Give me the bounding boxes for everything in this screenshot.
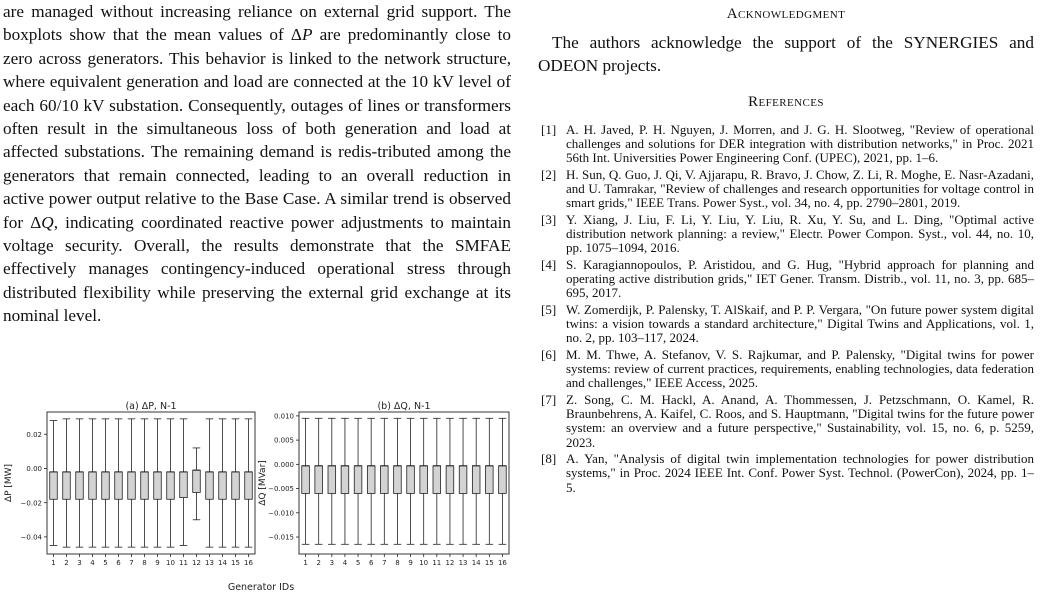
x-tick-label: 15 [484,559,494,567]
y-axis-label: ΔP [MW] [4,463,14,503]
reference-item [538,393,1034,450]
y-tick-label: 0.000 [273,460,294,469]
x-tick-label: 14 [471,559,481,567]
y-tick-label: 0.005 [273,436,294,445]
x-tick-label: 13 [205,559,214,567]
box-body [499,466,507,494]
reference-text: A. Yan, "Analysis of digital twin implementation technologies for power distribution systems," in Proc. 2024 IEEE Int. Conf. Power Syst. Technol. (PowerCon), 2024, pp. 1–5. [566,451,1034,495]
panel-delta-q [258,401,509,567]
x-tick-label: 11 [179,559,188,567]
x-tick-label: 13 [458,559,468,567]
box-body [315,466,323,494]
box-body [128,472,136,499]
box-body [63,472,71,499]
paragraph-part-2: are predominantly close to zero across generators. This behavior is linked to the network structure, where equivalent generation and load are connected at the 10 kV level of each 60/10 kV substation. Consequently, outages of lines or transformers often result in the simultaneous loss of both generation and load at affected substations. The remaining demand is redis-tributed among the generators that remain connected, leading to an overall reduction in active power output relative to the Base Case. A similar trend is observed for [3,25,511,232]
x-tick-label: 16 [497,559,507,567]
x-tick-label: 14 [218,559,227,567]
paragraph-part-1: are managed without increasing reliance on external grid support. The boxplots show that the mean values of [3,2,511,45]
panel-delta-p [4,401,255,567]
x-tick-label: 7 [129,559,134,567]
x-tick-label: 8 [142,559,147,567]
ack-heading: Acknowledgment [726,6,846,22]
reference-number: [4] [541,257,557,272]
x-tick-label: 5 [355,559,361,567]
reference-number: [6] [541,347,557,362]
x-tick-label: 2 [316,559,321,567]
x-axis-label: Generator IDs [227,582,295,593]
box-body [486,466,494,494]
box-body [180,472,188,498]
reference-item [538,348,1034,391]
box-body [381,466,389,494]
body-paragraph [3,0,511,328]
x-tick-label: 4 [90,559,95,567]
math-delta-q [30,213,53,232]
box-body [446,466,454,494]
reference-number: [3] [541,212,557,227]
x-tick-label: 3 [77,559,82,567]
x-tick-label: 2 [64,559,69,567]
reference-number: [8] [541,451,557,467]
box-body [472,466,480,494]
x-tick-label: 10 [419,559,429,567]
reference-item [538,258,1034,301]
y-tick-label: 0.010 [273,412,294,421]
reference-item [538,168,1034,211]
box-body [407,466,415,494]
box-body [367,466,375,494]
panel-title: (b) ΔQ, N-1 [377,401,431,412]
box-body [206,472,214,499]
box-body [354,466,362,494]
reference-list [538,123,1034,497]
x-tick-label: 1 [51,559,56,567]
box-body [433,466,441,494]
reference-text: Z. Song, C. M. Hackl, A. Anand, A. Thommessen, J. Petzschmann, O. Kamel, R. Braunbehrens, A. Kaifel, C. Roos, and S. Hauptmann, "Digital twins for the future power system: an overview and a future perspective," Sustainability, vol. 15, no. 6, p. 5259, 2023. [566,392,1034,450]
reference-text: Y. Xiang, J. Liu, F. Li, Y. Liu, Y. Liu, R. Xu, Y. Su, and L. Ding, "Optimal active distribution network planning: a review," Electr. Power Compon. Syst., vol. 44, no. 10, pp. 1075–1094, 2016. [566,212,1034,256]
box-body [193,470,201,492]
box-body [459,466,467,494]
box-body [328,466,336,494]
box-body [154,472,162,499]
x-tick-label: 1 [303,559,308,567]
ack-text: The authors acknowledge the support of the SYNERGIES and ODEON projects. [538,33,1034,75]
reference-item [538,303,1034,346]
box-body [115,472,123,499]
delta-symbol: Δ [290,25,302,45]
reference-text: H. Sun, Q. Guo, J. Qi, V. Ajjarapu, R. Bravo, J. Chow, Z. Li, R. Moghe, E. Nasr-Azadani, and U. Tamrakar, "Review of challenges and research opportunities for voltage control in smart grids," IEEE Trans. Power Syst., vol. 34, no. 4, pp. 2790–2801, 2019. [566,167,1034,211]
reference-number: [1] [541,122,557,137]
paragraph-part-3: , indicating coordinated reactive power adjustments to maintain voltage security. Overall, the results demonstrate that the SMFAE effectively manages contingency-induced operational stress through distributed flexibility while preserving the external grid exchange at its nominal level. [3,212,511,326]
box-body [76,472,84,499]
x-tick-label: 12 [445,559,455,567]
reference-text: M. M. Thwe, A. Stefanov, V. S. Rajkumar, and P. Palensky, "Digital twins for power systems: review of current practices, requirements, enabling technologies, data federation and challenges," IEEE Access, 2025. [566,347,1034,391]
references-heading: References [748,94,824,110]
reference-text: A. H. Javed, P. H. Nguyen, J. Morren, and J. G. H. Slootweg, "Review of operational challenges and solutions for DER integration with distribution networks," in Proc. 2021 56th Int. Universities Power Engineering Conf. (UPEC), 2021, pp. 1–6. [566,122,1034,166]
x-tick-label: 9 [408,559,413,567]
reference-text: W. Zomerdijk, P. Palensky, T. AlSkaif, and P. P. Vergara, "On future power system digital twins: a vision towards a standard architecture," Digital Twins and Applications, vol. 1, no. 2, pp. 103–117, 2024. [566,302,1034,346]
x-tick-label: 5 [103,559,108,567]
box-body [245,472,253,499]
reference-text: S. Karagiannopoulos, P. Aristidou, and G. Hug, "Hybrid approach for planning and operating active distribution grids," IET Gener. Transm. Distrib., vol. 11, no. 3, pp. 685–695, 2017. [566,257,1034,301]
box-body [102,472,110,499]
y-tick-label: −0.005 [268,485,294,494]
reference-item [538,213,1034,256]
math-var-p: P [301,25,313,45]
reference-number: [5] [541,302,557,317]
box-body [232,472,240,499]
y-tick-label: −0.015 [268,533,294,542]
box-body [50,472,58,499]
y-tick-label: −0.04 [20,533,42,542]
y-tick-label: 0.00 [26,465,42,474]
reference-number: [7] [541,392,557,407]
left-column [3,0,511,328]
reference-item [538,123,1034,166]
x-tick-label: 16 [244,559,253,567]
box-body [141,472,149,499]
x-tick-label: 10 [166,559,175,567]
x-tick-label: 6 [116,559,121,567]
x-tick-label: 12 [192,559,201,567]
box-body [341,466,349,494]
x-tick-label: 7 [382,559,387,567]
y-tick-label: 0.02 [26,430,42,439]
x-tick-label: 15 [231,559,240,567]
box-body [302,466,310,494]
x-tick-label: 3 [329,559,335,567]
panel-title: (a) ΔP, N-1 [125,401,177,412]
x-tick-label: 6 [368,559,374,567]
reference-number: [2] [541,167,557,182]
boxplot-figure [3,398,513,594]
math-var-q: Q [41,212,54,232]
box-body [219,472,227,499]
x-tick-label: 11 [432,559,442,567]
box-body [394,466,402,494]
box-body [89,472,97,499]
box-body [420,466,428,494]
x-tick-label: 8 [395,559,400,567]
y-tick-label: −0.02 [20,499,42,508]
box-body [167,472,175,499]
math-delta-p [291,25,313,44]
y-axis-label: ΔQ [MVar] [258,460,268,506]
delta-symbol: Δ [30,212,42,232]
x-tick-label: 9 [155,559,160,567]
x-tick-label: 4 [342,559,348,567]
y-tick-label: −0.010 [268,509,294,518]
reference-item [538,452,1034,495]
boxplot-figure-svg [3,398,513,594]
